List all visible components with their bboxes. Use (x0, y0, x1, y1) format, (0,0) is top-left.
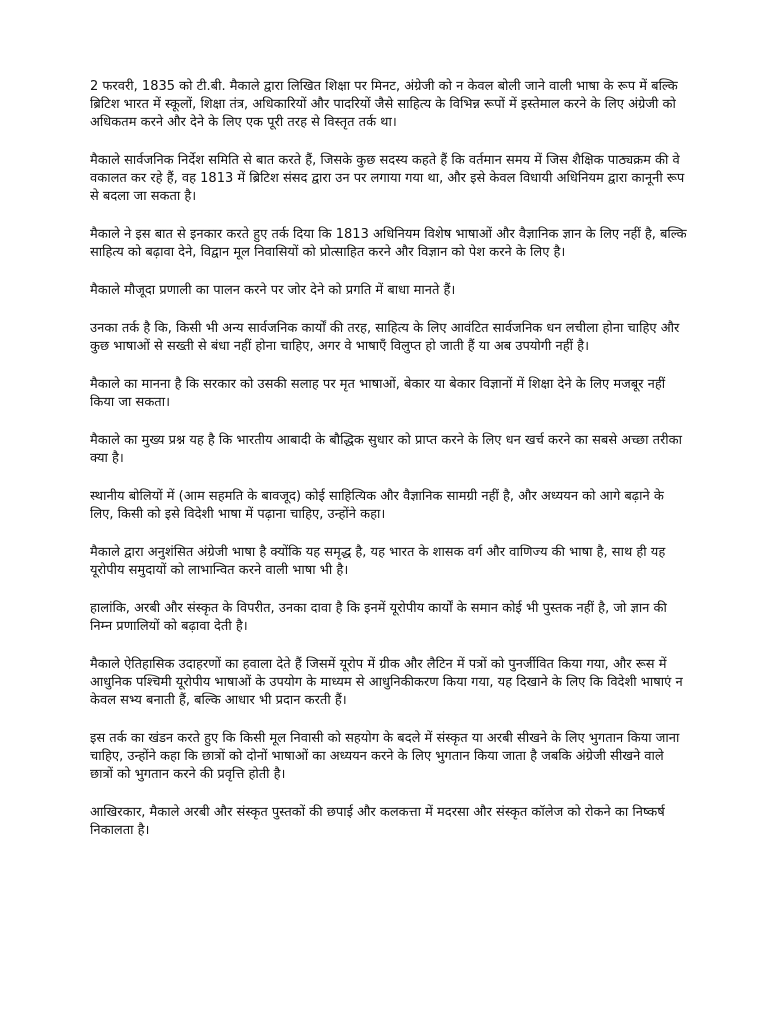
paragraph-public-instruction-committee: मैकाले सार्वजनिक निर्देश समिति से बात करते हैं, जिसके कुछ सदस्य कहते हैं कि वर्तमान समय में जिस शैक्षिक पाठ्यक्रम की वे वकालत कर रहे हैं, वह 1813 में ब्रिटिश संसद द्वारा उन पर लगाया गया था, और इसे केवल विधायी अधिनियम द्वारा कानूनी रूप से बदला जा सकता है। (90, 153, 685, 204)
paragraph-1813-act-argument: मैकाले ने इस बात से इनकार करते हुए तर्क दिया कि 1813 अधिनियम विशेष भाषाओं और वैज्ञानिक ज्ञान के लिए नहीं है, बल्कि साहित्य को बढ़ावा देने, विद्वान मूल निवासियों को प्रोत्साहित करने और विज्ञान को पेश करने के लिए है। (90, 227, 687, 260)
paragraph-historical-examples: मैकाले ऐतिहासिक उदाहरणों का हवाला देते हैं जिसमें यूरोप में ग्रीक और लैटिन में पत्रों को पुनर्जीवित किया गया, और रूस में आधुनिक पश्चिमी यूरोपीय भाषाओं के उपयोग के माध्यम से आधुनिकीकरण किया गया, यह दिखाने के लिए कि विदेशी भाषाएं न केवल सभ्य बनाती हैं, बल्कि आधार भी प्रदान करती हैं। (90, 657, 683, 708)
paragraph-dead-languages: मैकाले का मानना है कि सरकार को उसकी सलाह पर मृत भाषाओं, बेकार या बेकार विज्ञानों में शिक्षा देने के लिए मजबूर नहीं किया जा सकता। (90, 377, 666, 410)
paragraph-payment-argument: इस तर्क का खंडन करते हुए कि किसी मूल निवासी को सहयोग के बदले में संस्कृत या अरबी सीखने के लिए भुगतान किया जाना चाहिए, उन्होंने कहा कि छात्रों को दोनों भाषाओं का अध्ययन करने के लिए भुगतान किया जाता है जबकि अंग्रेजी सीखने वाले छात्रों को भुगतान करने की प्रवृत्ति होती है। (90, 731, 680, 782)
paragraph-minute-intro: 2 फरवरी, 1835 को टी.बी. मैकाले द्वारा लिखित शिक्षा पर मिनट, अंग्रेजी को न केवल बोली जाने वाली भाषा के रूप में बल्कि ब्रिटिश भारत में स्कूलों, शिक्षा तंत्र, अधिकारियों और पादरियों जैसे साहित्य के विभिन्न रूपों में इस्तेमाल करने के लिए अंग्रेजी को अधिकतम करने और देने के लिए एक पूरी तरह से विस्तृत तर्क था। (90, 79, 678, 130)
paragraph-arabic-sanskrit: हालांकि, अरबी और संस्कृत के विपरीत, उनका दावा है कि इनमें यूरोपीय कार्यों के समान कोई भी पुस्तक नहीं है, जो ज्ञान की निम्न प्रणालियों को बढ़ावा देती है। (90, 601, 667, 634)
paragraph-local-dialects: स्थानीय बोलियों में (आम सहमति के बावजूद) कोई साहित्यिक और वैज्ञानिक सामग्री नहीं है, और अध्ययन को आगे बढ़ाने के लिए, किसी को इसे विदेशी भाषा में पढ़ाना चाहिए, उन्होंने कहा। (90, 489, 664, 522)
document-page (90, 78, 690, 860)
paragraph-conclusion: आखिरकार, मैकाले अरबी और संस्कृत पुस्तकों की छपाई और कलकत्ता में मदरसा और संस्कृत कॉलेज को रोकने का निष्कर्ष निकालता है। (90, 805, 665, 838)
paragraph-english-recommended: मैकाले द्वारा अनुशंसित अंग्रेजी भाषा है क्योंकि यह समृद्ध है, यह भारत के शासक वर्ग और वाणिज्य की भाषा है, साथ ही यह यूरोपीय समुदायों को लाभान्वित करने वाली भाषा भी है। (90, 545, 666, 578)
paragraph-public-funds: उनका तर्क है कि, किसी भी अन्य सार्वजनिक कार्यों की तरह, साहित्य के लिए आवंटित सार्वजनिक धन लचीला होना चाहिए और कुछ भाषाओं से सख्ती से बंधा नहीं होना चाहिए, अगर वे भाषाएँ विलुप्त हो जाती हैं या अब उपयोगी नहीं है। (90, 321, 680, 354)
paragraph-main-question: मैकाले का मुख्य प्रश्न यह है कि भारतीय आबादी के बौद्धिक सुधार को प्राप्त करने के लिए धन खर्च करने का सबसे अच्छा तरीका क्या है। (90, 433, 683, 466)
paragraph-existing-system: मैकाले मौजूदा प्रणाली का पालन करने पर जोर देने को प्रगति में बाधा मानते हैं। (90, 283, 456, 298)
